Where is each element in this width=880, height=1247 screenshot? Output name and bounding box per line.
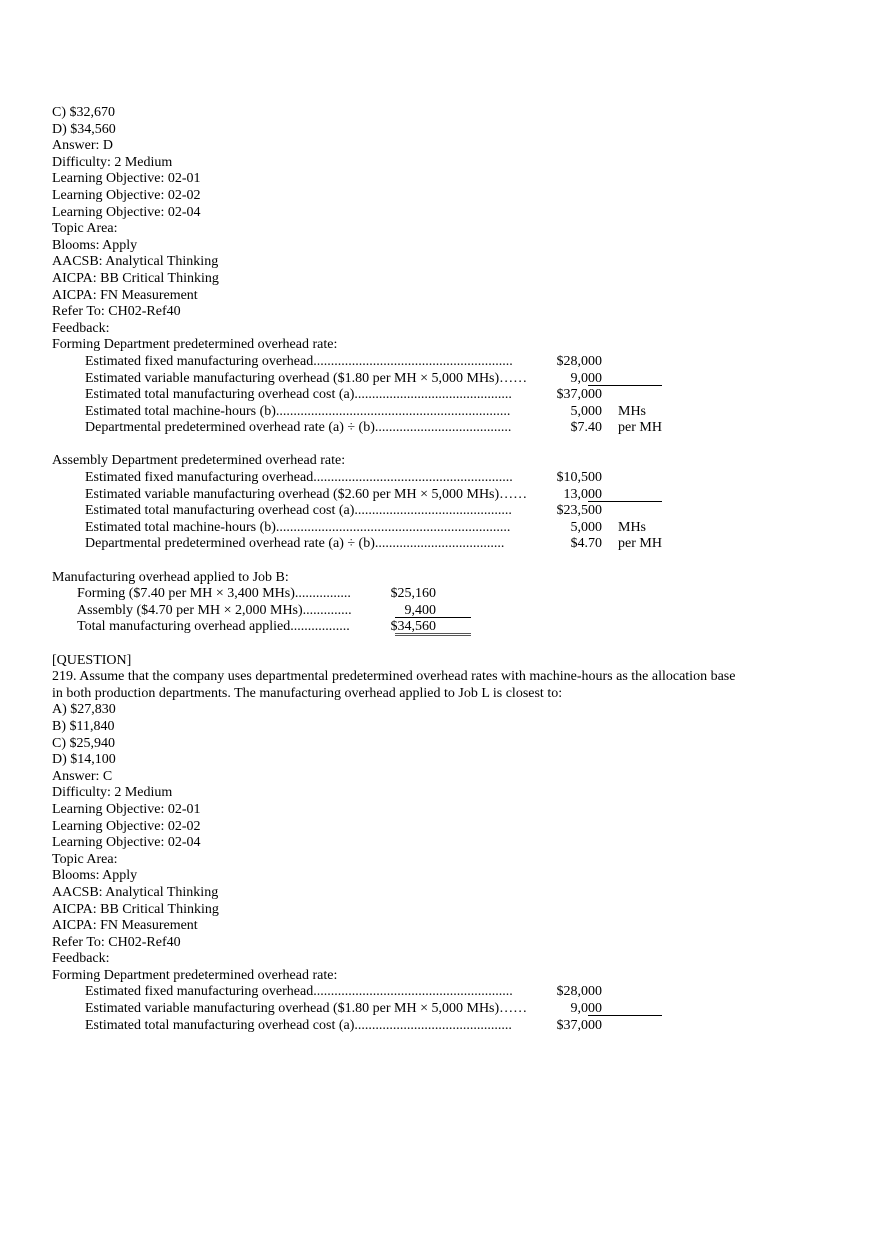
forming-row xyxy=(52,371,832,388)
meta-refer: Refer To: CH02-Ref40 xyxy=(52,304,181,320)
row-value: 5,000 xyxy=(570,403,602,419)
row-label: Estimated total manufacturing overhead cost (a)............................................. xyxy=(85,387,512,403)
meta-answer: Answer: D xyxy=(52,138,114,154)
forming-row xyxy=(52,404,832,421)
forming-row xyxy=(52,1001,832,1018)
underline xyxy=(588,385,662,386)
row-unit: MHs xyxy=(618,519,647,535)
row-label: Departmental predetermined overhead rate (a) ÷ (b)..................................... xyxy=(85,536,505,552)
question-text: 219. Assume that the company uses departmental predetermined overhead rates with machine-hours as the allocation base in both production departments. The manufacturing overhead applied to Job L is closest to: xyxy=(52,669,736,701)
underline xyxy=(588,1015,662,1016)
meta-aacsb: AACSB: Analytical Thinking xyxy=(52,254,219,270)
row-value: $7.40 xyxy=(570,420,602,436)
applied-row xyxy=(52,619,832,636)
assembly-row xyxy=(52,470,832,487)
choice-d: D) $14,100 xyxy=(52,752,116,768)
applied-row xyxy=(52,603,832,620)
meta-aicpa: AICPA: FN Measurement xyxy=(52,287,198,303)
meta-lo: Learning Objective: 02-04 xyxy=(52,835,201,851)
row-value: 13,000 xyxy=(563,486,602,502)
row-value: $37,000 xyxy=(556,1017,602,1033)
meta-blooms: Blooms: Apply xyxy=(52,237,138,253)
row-unit: per MH xyxy=(618,420,662,436)
meta-lo: Learning Objective: 02-01 xyxy=(52,171,201,187)
row-value: $28,000 xyxy=(556,353,602,369)
choice-b: B) $11,840 xyxy=(52,718,115,734)
meta-lo: Learning Objective: 02-02 xyxy=(52,818,201,834)
meta-blooms: Blooms: Apply xyxy=(52,868,138,884)
row-label: Estimated fixed manufacturing overhead......................................................... xyxy=(85,984,513,1000)
assembly-title: Assembly Department predetermined overhead rate: xyxy=(52,453,346,469)
row-value: 9,000 xyxy=(570,1001,602,1017)
meta-aicpa: AICPA: FN Measurement xyxy=(52,918,198,934)
forming-title: Forming Department predetermined overhead rate: xyxy=(52,337,338,353)
row-label: Estimated total manufacturing overhead cost (a)............................................. xyxy=(85,1017,512,1033)
document-page xyxy=(52,105,832,1034)
row-value: 5,000 xyxy=(570,519,602,535)
meta-difficulty: Difficulty: 2 Medium xyxy=(52,154,173,170)
row-value: $23,500 xyxy=(556,503,602,519)
meta-answer: Answer: C xyxy=(52,768,113,784)
forming-row xyxy=(52,420,832,437)
applied-title: Manufacturing overhead applied to Job B: xyxy=(52,569,289,585)
choice-a: A) $27,830 xyxy=(52,702,116,718)
assembly-row xyxy=(52,520,832,537)
meta-difficulty: Difficulty: 2 Medium xyxy=(52,785,173,801)
row-value: $28,000 xyxy=(556,984,602,1000)
row-value: $37,000 xyxy=(556,387,602,403)
row-label: Estimated total manufacturing overhead cost (a)............................................. xyxy=(85,503,512,519)
row-label: Assembly ($4.70 per MH × 2,000 MHs).............. xyxy=(77,602,352,618)
underline xyxy=(588,501,662,502)
choice-c: C) $32,670 xyxy=(52,105,115,120)
row-value: $4.70 xyxy=(570,536,602,552)
forming-row xyxy=(52,387,832,404)
row-label: Departmental predetermined overhead rate (a) ÷ (b)....................................... xyxy=(85,420,512,436)
meta-aacsb: AACSB: Analytical Thinking xyxy=(52,884,219,900)
meta-feedback: Feedback: xyxy=(52,320,110,336)
row-value: $10,500 xyxy=(556,470,602,486)
row-label: Estimated fixed manufacturing overhead......................................................... xyxy=(85,353,513,369)
choice-c: C) $25,940 xyxy=(52,735,115,751)
meta-feedback: Feedback: xyxy=(52,951,110,967)
meta-refer: Refer To: CH02-Ref40 xyxy=(52,934,181,950)
assembly-row xyxy=(52,536,832,553)
assembly-row xyxy=(52,487,832,504)
row-value: 9,400 xyxy=(404,602,436,618)
row-unit: per MH xyxy=(618,536,662,552)
meta-lo: Learning Objective: 02-02 xyxy=(52,187,201,203)
row-label: Estimated fixed manufacturing overhead......................................................... xyxy=(85,470,513,486)
row-label: Estimated total machine-hours (b)................................................................... xyxy=(85,403,511,419)
meta-aicpa: AICPA: BB Critical Thinking xyxy=(52,270,219,286)
double-underline xyxy=(395,633,471,636)
forming-row xyxy=(52,354,832,371)
row-label: Total manufacturing overhead applied................. xyxy=(77,619,350,635)
forming-title: Forming Department predetermined overhead rate: xyxy=(52,967,338,983)
question-tag: [QUESTION] xyxy=(52,652,132,668)
choice-d: D) $34,560 xyxy=(52,121,116,137)
row-value: $25,160 xyxy=(390,586,436,602)
row-value: 9,000 xyxy=(570,370,602,386)
meta-topic: Topic Area: xyxy=(52,221,118,237)
row-label: Forming ($7.40 per MH × 3,400 MHs)................ xyxy=(77,586,351,602)
assembly-row xyxy=(52,503,832,520)
forming-row xyxy=(52,1018,832,1035)
meta-lo: Learning Objective: 02-01 xyxy=(52,801,201,817)
applied-row xyxy=(52,586,832,603)
meta-topic: Topic Area: xyxy=(52,851,118,867)
meta-aicpa: AICPA: BB Critical Thinking xyxy=(52,901,219,917)
forming-row xyxy=(52,984,832,1001)
row-label: Estimated variable manufacturing overhead ($1.80 per MH × 5,000 MHs)…… xyxy=(85,1001,528,1017)
meta-lo: Learning Objective: 02-04 xyxy=(52,204,201,220)
row-unit: MHs xyxy=(618,403,647,419)
row-label: Estimated variable manufacturing overhead ($1.80 per MH × 5,000 MHs)…… xyxy=(85,370,528,386)
underline xyxy=(395,617,471,618)
row-value: $34,560 xyxy=(390,619,436,635)
row-label: Estimated variable manufacturing overhead ($2.60 per MH × 5,000 MHs)…… xyxy=(85,486,528,502)
row-label: Estimated total machine-hours (b)................................................................... xyxy=(85,519,511,535)
